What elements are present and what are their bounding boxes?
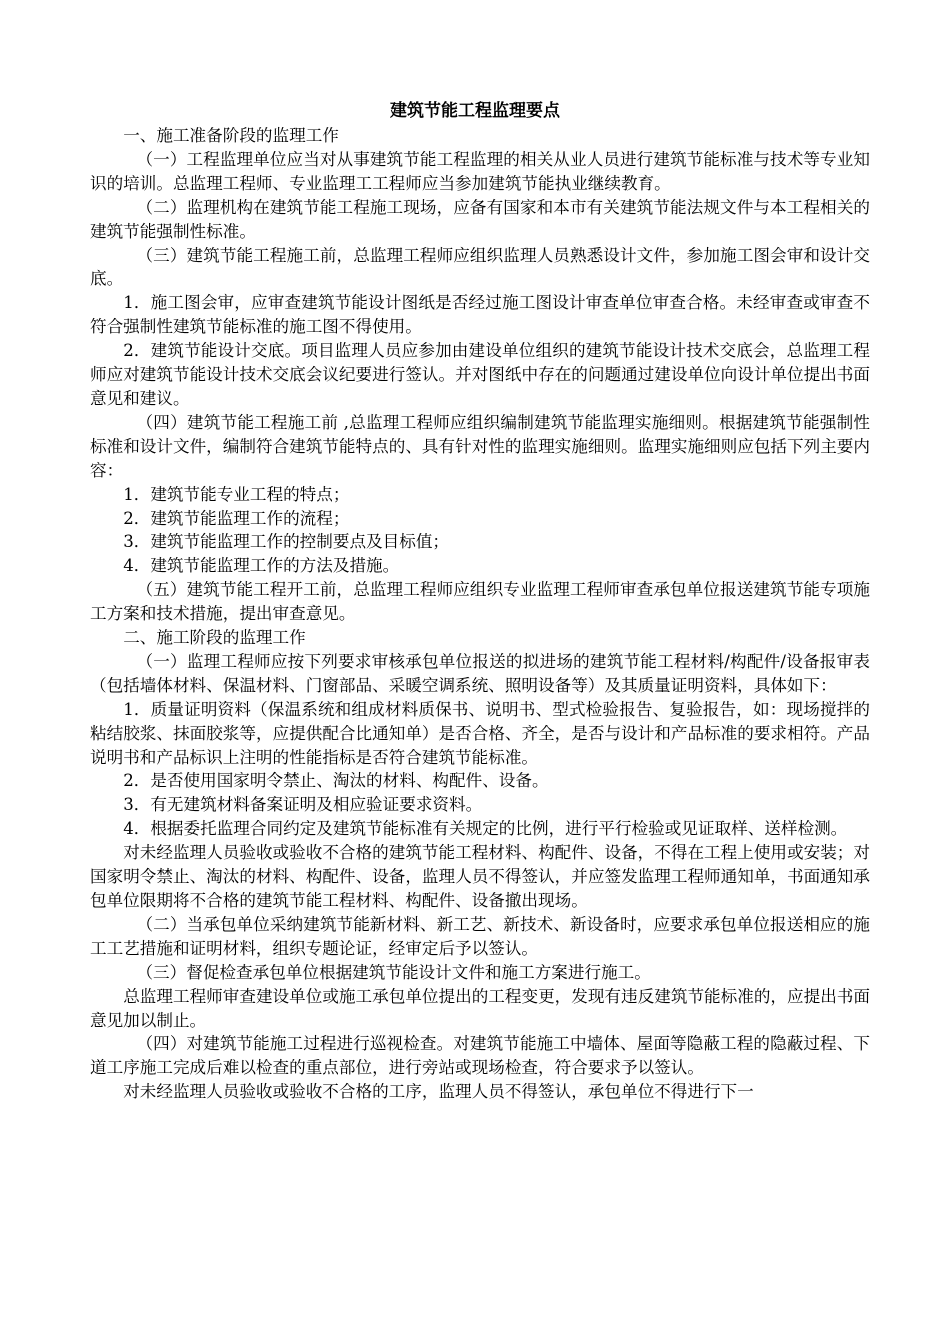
paragraph: 一、施工准备阶段的监理工作: [123, 126, 339, 145]
paragraph: （二）监理机构在建筑节能工程施工现场，应备有国家和本市有关建筑节能法规文件与本工程相关的建筑节能强制性标准。: [90, 197, 870, 241]
paragraph: 1．建筑节能专业工程的特点；: [123, 484, 350, 504]
paragraph: 二、施工阶段的监理工作: [123, 628, 306, 648]
paragraph: （二）当承包单位采纳建筑节能新材料、新工艺、新技术、新设备时，应要求承包单位报送相应的施工工艺措施和证明材料，组织专题论证，经审定后予以签认。: [90, 914, 870, 958]
paragraph: 3．有无建筑材料备案证明及相应验证要求资料。: [123, 795, 483, 815]
paragraph: （三）建筑节能工程施工前，总监理工程师应组织监理人员熟悉设计文件，参加施工图会审和设计交底。: [90, 245, 870, 289]
paragraph: （一）监理工程师应按下列要求审核承包单位报送的拟进场的建筑节能工程材料/构配件/设备报审表（包括墙体材料、保温材料、门窗部品、采暖空调系统、照明设备等）及其质量证明资料，具体如下：: [90, 651, 870, 695]
paragraph: 3．建筑节能监理工作的控制要点及目标值；: [123, 532, 450, 552]
paragraph: 1．施工图会审，应审查建筑节能设计图纸是否经过施工图设计审查单位审查合格。未经审查或审查不符合强制性建筑节能标准的施工图不得使用。: [90, 293, 870, 337]
paragraph: （五）建筑节能工程开工前，总监理工程师应组织专业监理工程师审查承包单位报送建筑节能专项施工方案和技术措施，提出审查意见。: [90, 580, 870, 624]
paragraph: 2．建筑节能监理工作的流程；: [123, 508, 350, 528]
document-body: [90, 124, 870, 1104]
paragraph: 对未经监理人员验收或验收不合格的建筑节能工程材料、构配件、设备，不得在工程上使用或安装；对国家明令禁止、淘汰的材料、构配件、设备，监理人员不得签认，并应签发监理工程师通知单，书面通知承包单位限期将不合格的建筑节能工程材料、构配件、设备撤出现场。: [90, 843, 870, 910]
paragraph: （三）督促检查承包单位根据建筑节能设计文件和施工方案进行施工。: [136, 962, 651, 982]
paragraph: （四）建筑节能工程施工前 ,总监理工程师应组织编制建筑节能监理实施细则。根据建筑节能强制性标准和设计文件，编制符合建筑节能特点的、具有针对性的监理实施细则。监理实施细则应包括下列主要内容：: [90, 412, 870, 480]
paragraph: 总监理工程师审查建设单位或施工承包单位提出的工程变更，发现有违反建筑节能标准的，应提出书面意见加以制止。: [90, 986, 870, 1030]
paragraph: 2．建筑节能设计交底。项目监理人员应参加由建设单位组织的建筑节能设计技术交底会，总监理工程师应对建筑节能设计技术交底会议纪要进行签认。并对图纸中存在的问题通过建设单位向设计单位提出书面意见和建议。: [90, 341, 870, 408]
paragraph: （一）工程监理单位应当对从事建筑节能工程监理的相关从业人员进行建筑节能标准与技术等专业知识的培训。总监理工程师、专业监理工工程师应当参加建筑节能执业继续教育。: [90, 149, 870, 193]
paragraph: 2．是否使用国家明令禁止、淘汰的材料、构配件、设备。: [123, 771, 549, 791]
paragraph: 4．建筑节能监理工作的方法及措施。: [123, 556, 400, 576]
document-title: 建筑节能工程监理要点: [390, 101, 560, 121]
paragraph: 对未经监理人员验收或验收不合格的工序，监理人员不得签认，承包单位不得进行下一: [123, 1082, 754, 1102]
paragraph: 4．根据委托监理合同约定及建筑节能标准有关规定的比例，进行平行检验或见证取样、送样检测。: [123, 819, 848, 839]
paragraph: 1．质量证明资料（保温系统和组成材料质保书、说明书、型式检验报告、复验报告，如：现场搅拌的粘结胶浆、抹面胶浆等，应提供配合比通知单）是否合格、齐全，是否与设计和产品标准的要求相符。产品说明书和产品标识上注明的性能指标是否符合建筑节能标准。: [90, 699, 870, 767]
paragraph: （四）对建筑节能施工过程进行巡视检查。对建筑节能施工中墙体、屋面等隐蔽工程的隐蔽过程、下道工序施工完成后难以检查的重点部位，进行旁站或现场检查，符合要求予以签认。: [90, 1034, 870, 1078]
